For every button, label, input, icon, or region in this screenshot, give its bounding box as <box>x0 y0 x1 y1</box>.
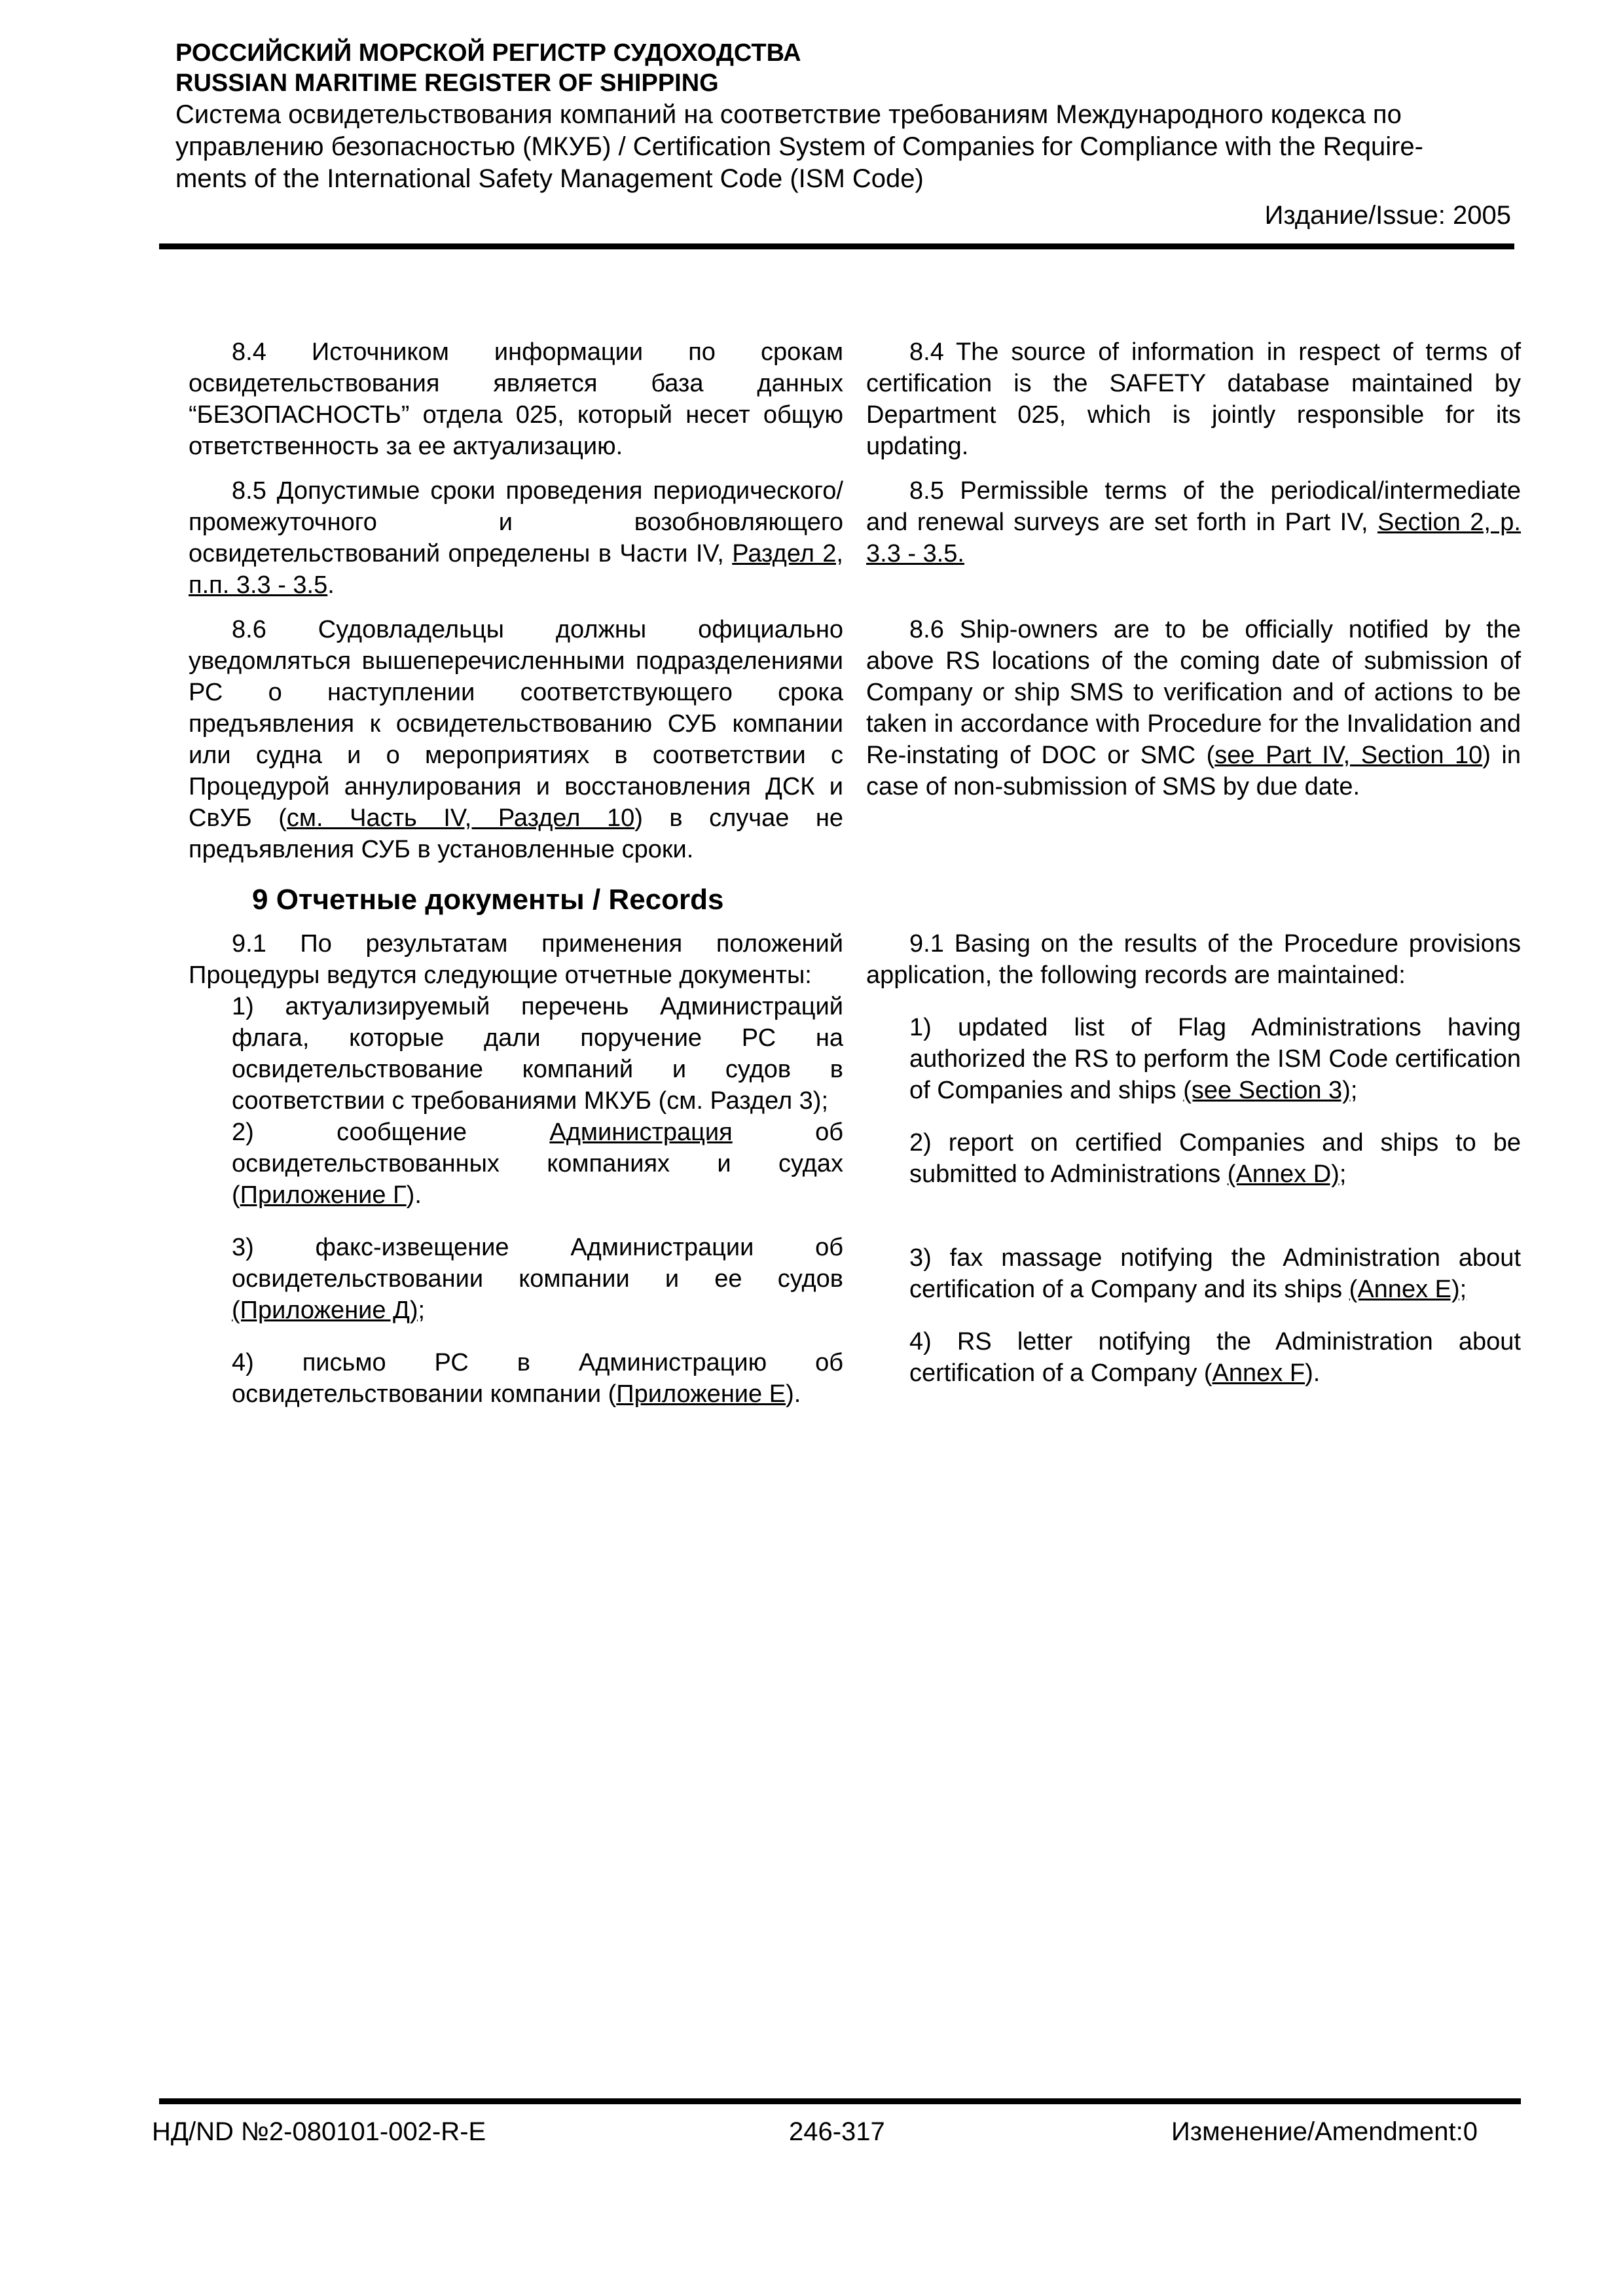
link-annex-f-en[interactable]: Annex F <box>1212 1359 1305 1387</box>
list-item-4-ru-end: ). <box>786 1380 801 1408</box>
header-description <box>175 99 1511 195</box>
footer-amendment: Изменение/Amendment:0 <box>1171 2117 1478 2146</box>
header-desc-line-1: Система освидетельствования компаний на соответствие требованиям Международного кодекса по <box>175 100 1402 129</box>
list-item-1-en <box>866 1012 1521 1106</box>
list-item-2-ru-end: ). <box>406 1181 422 1209</box>
footer-divider <box>159 2098 1521 2104</box>
list-item-3-ru-text: 3) факс-извещение Администрации об освидетельствовании компании и ее судов <box>232 1234 843 1293</box>
para-8-4-ru: 8.4 Источником информации по срокам освидетельствования является база данных “БЕЗОПАСНОСТЬ” отдела 025, который несет общую ответственность за ее актуализацию. <box>189 338 843 460</box>
header-title-ru: РОССИЙСКИЙ МОРСКОЙ РЕГИСТР СУДОХОДСТВА <box>175 39 801 67</box>
para-8-5-ru <box>189 475 843 601</box>
list-item-2-en <box>866 1127 1521 1190</box>
russian-column <box>189 336 843 1410</box>
list-item-4-en <box>866 1326 1521 1389</box>
link-annex-e-ru[interactable]: Приложение Е <box>616 1380 786 1408</box>
header-divider <box>159 243 1514 249</box>
para-8-6-ru <box>189 614 843 865</box>
para-8-5-en-text: 8.5 Permissible terms of the periodical/intermediate and renewal surveys are set forth in Part IV, <box>866 477 1521 536</box>
link-part-4-section-10-en[interactable]: see Part IV, Section 10 <box>1214 742 1483 769</box>
header-desc-line-3: ments of the International Safety Management Code (ISM Code) <box>175 164 924 193</box>
link-annex-d-en[interactable]: (Annex D); <box>1227 1160 1347 1188</box>
link-section-2-ru[interactable]: Раздел 2, п.п. 3.3 - 3.5 <box>189 540 843 599</box>
para-8-4-en: 8.4 The source of information in respect of terms of certification is the SAFETY database maintained by Department 025, which is jointly responsible for its updating. <box>866 338 1521 460</box>
link-part-4-section-10-ru[interactable]: см. Часть IV, Раздел 10 <box>286 804 635 832</box>
list-item-4-en-text: 4) RS letter notifying the Administration about certification of a Company ( <box>909 1328 1521 1387</box>
list-item-2-en-text: 2) report on certified Companies and ships to be submitted to Administrations <box>909 1129 1521 1188</box>
link-section-3-en[interactable]: (see Section 3); <box>1183 1077 1358 1104</box>
list-item-3-en <box>866 1242 1521 1305</box>
header-issue: Издание/Issue: 2005 <box>1264 201 1511 230</box>
header-title-en: RUSSIAN MARITIME REGISTER OF SHIPPING <box>175 69 719 97</box>
para-8-6-ru-text: 8.6 Судовладельцы должны официально уведомляться вышеперечисленными подразделениями РС о наступлении соответствующего срока предъявления к освидетельствованию СУБ компании или судна и о мероприятиях в соответствии с Процедурой аннулирования и восстановления ДСК и СвУБ ( <box>189 616 843 832</box>
para-8-5-ru-end: . <box>327 571 335 599</box>
link-annex-g-ru[interactable]: Приложение Г <box>240 1181 407 1209</box>
list-item-2-ru-text: 2) сообщение <box>232 1119 550 1146</box>
para-8-6-en-end: ) in case of non-submission of SMS by due date. <box>866 742 1521 800</box>
list-item-2-ru-mid: об освидетельствованных компаниях и судах ( <box>232 1119 843 1209</box>
list-item-3-en-text: 3) fax massage notifying the Administration about certification of a Company and its ships <box>909 1244 1521 1303</box>
link-annex-d-ru[interactable]: (Приложение Д); <box>232 1297 426 1324</box>
list-item-4-ru-text: 4) письмо РС в Администрацию об освидетельствовании компании ( <box>232 1349 843 1408</box>
link-annex-e-en[interactable]: (Annex E); <box>1349 1276 1467 1303</box>
list-item-2-ru <box>189 1117 843 1211</box>
footer-page-number: 246-317 <box>789 2117 885 2146</box>
para-8-5-ru-text: 8.5 Допустимые сроки проведения периодического/промежуточного и возобновляющего освидетельствований определены в Части IV, <box>189 477 843 567</box>
list-item-1-en-text: 1) updated list of Flag Administrations having authorized the RS to perform the ISM Code certification of Companies and ships <box>909 1014 1521 1104</box>
para-8-6-en <box>866 614 1521 802</box>
para-9-1-en: 9.1 Basing on the results of the Procedure provisions application, the following records are maintained: <box>866 930 1521 989</box>
list-item-4-ru <box>189 1347 843 1410</box>
section-9-heading: 9 Отчетные документы / Records <box>252 884 724 916</box>
page-header <box>175 38 1511 232</box>
list-item-4-en-end: ). <box>1305 1359 1321 1387</box>
para-8-6-en-text: 8.6 Ship-owners are to be officially notified by the above RS locations of the coming date of submission of Company or ship SMS to verification and of actions to be taken in accordance with Procedure for the Invalidation and Re-instating of DOC or SMC ( <box>866 616 1521 769</box>
footer-doc-number: НД/ND №2-080101-002-R-E <box>152 2117 486 2146</box>
header-desc-line-2: управлению безопасностью (МКУБ) / Certification System of Companies for Compliance with the Require- <box>175 132 1423 161</box>
para-8-5-en <box>866 475 1521 569</box>
link-section-2-en[interactable]: Section 2, p. 3.3 - 3.5. <box>866 509 1521 567</box>
para-8-6-ru-end: ) в случае не предъявления СУБ в установленные сроки. <box>189 804 844 863</box>
list-item-1-ru: 1) актуализируемый перечень Администраций флага, которые дали поручение РС на освидетельствование компаний и судов в соответствии с требованиями МКУБ (см. Раздел 3); <box>232 993 843 1115</box>
list-item-3-ru <box>189 1232 843 1326</box>
english-column <box>866 336 1521 1389</box>
link-administration-ru[interactable]: Администрация <box>549 1119 733 1146</box>
para-9-1-ru: 9.1 По результатам применения положений Процедуры ведутся следующие отчетные документы: <box>189 930 843 989</box>
